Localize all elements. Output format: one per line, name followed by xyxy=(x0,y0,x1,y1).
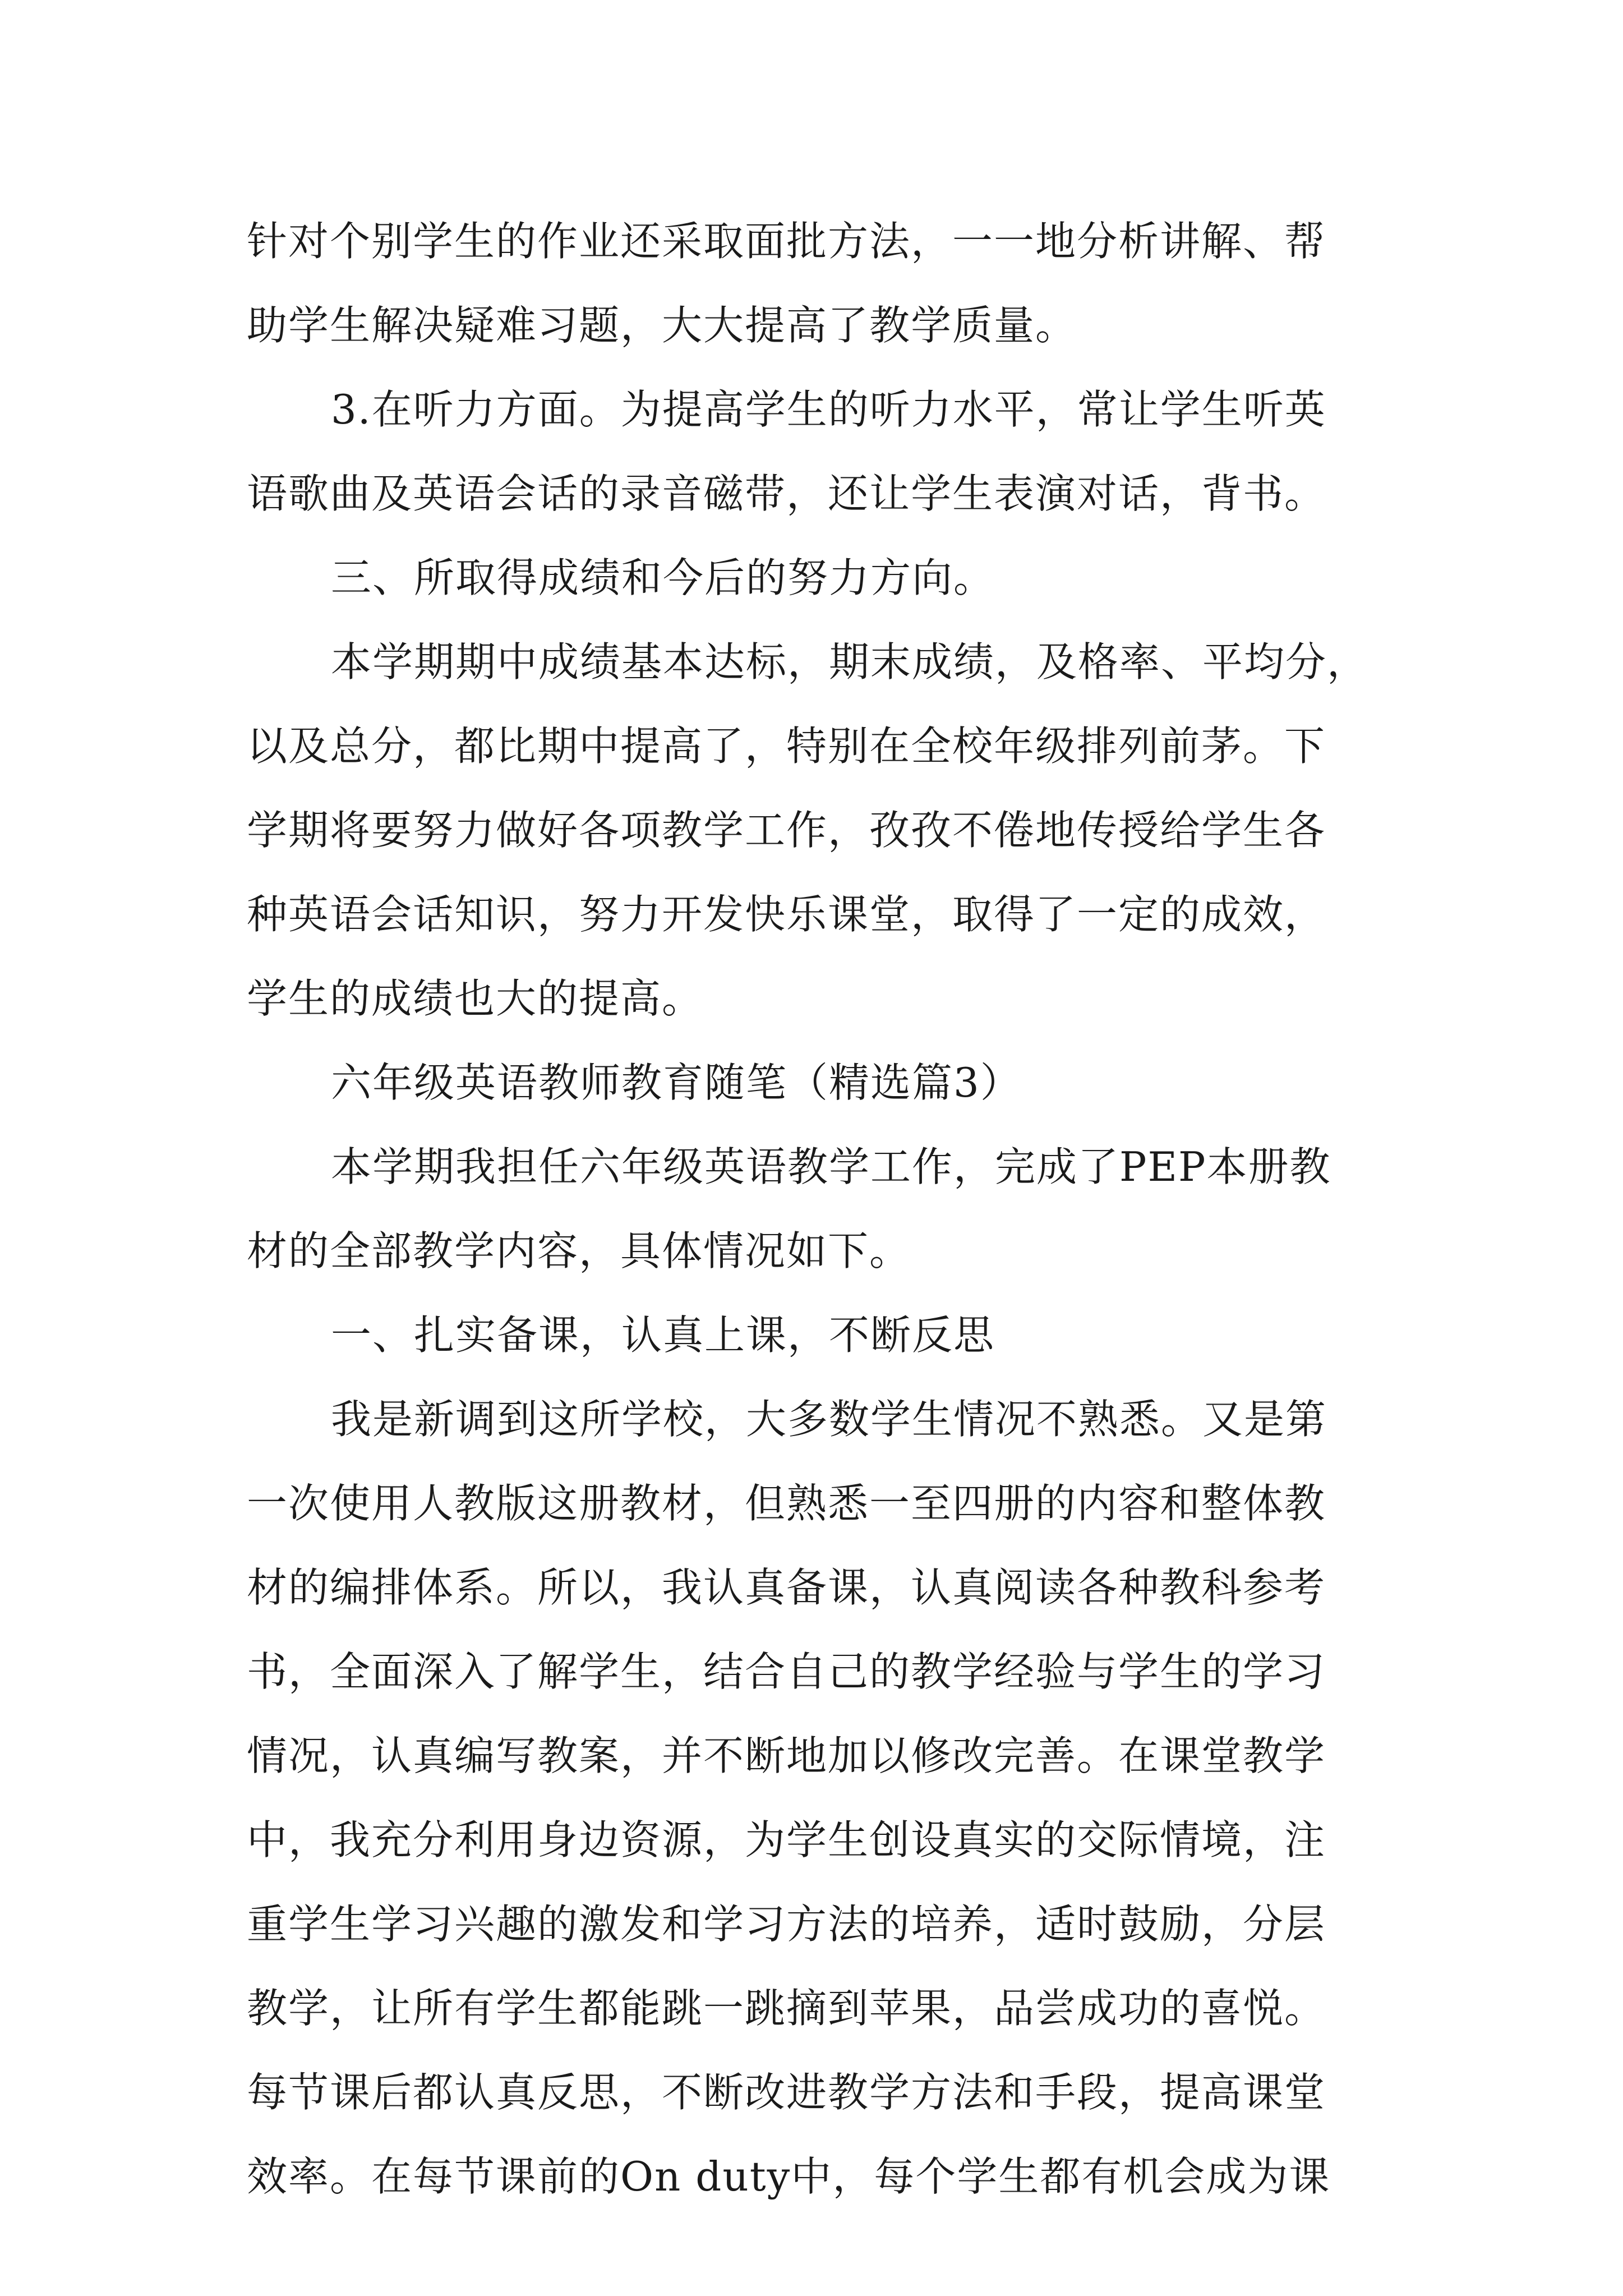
section-heading: 三、所取得成绩和今后的努力方向。 xyxy=(331,554,995,601)
text-line: 中，我充分利用身边资源，为学生创设真实的交际情境，注 xyxy=(247,1816,1326,1864)
text-line: 本学期我担任六年级英语教学工作，完成了PEP本册教 xyxy=(331,1143,1331,1190)
text-line: 效率。在每节课前的On duty中，每个学生都有机会成为课 xyxy=(247,2153,1331,2200)
text-line: 学生的成绩也大的提高。 xyxy=(247,975,704,1022)
text-line: 书，全面深入了解学生，结合自己的教学经验与学生的学习 xyxy=(247,1648,1326,1695)
section-heading: 一、扎实备课，认真上课，不断反思 xyxy=(331,1312,995,1359)
article-title: 六年级英语教师教育随笔（精选篇3） xyxy=(331,1059,1022,1106)
text-line: 一次使用人教版这册教材，但熟悉一至四册的内容和整体教 xyxy=(247,1480,1326,1527)
text-line: 以及总分，都比期中提高了，特别在全校年级排列前茅。下 xyxy=(247,723,1326,770)
text-line: 我是新调到这所学校，大多数学生情况不熟悉。又是第 xyxy=(331,1396,1327,1443)
body-text xyxy=(247,199,1391,2219)
text-line: 每节课后都认真反思，不断改进教学方法和手段，提高课堂 xyxy=(247,2069,1326,2116)
text-line: 助学生解决疑难习题，大大提高了教学质量。 xyxy=(247,302,1077,349)
text-line: 种英语会话知识，努力开发快乐课堂，取得了一定的成效， xyxy=(247,891,1326,938)
text-line: 材的编排体系。所以，我认真备课，认真阅读各种教科参考 xyxy=(247,1564,1326,1611)
text-line: 材的全部教学内容，具体情况如下。 xyxy=(247,1227,911,1274)
text-line: 本学期期中成绩基本达标，期末成绩，及格率、平均分， xyxy=(331,638,1369,685)
text-line: 情况，认真编写教案，并不断地加以修改完善。在课堂教学 xyxy=(247,1732,1326,1779)
text-line: 重学生学习兴趣的激发和学习方法的培养，适时鼓励，分层 xyxy=(247,1901,1326,1948)
text-line: 3.在听力方面。为提高学生的听力水平，常让学生听英 xyxy=(331,386,1326,433)
text-line: 针对个别学生的作业还采取面批方法，一一地分析讲解、帮 xyxy=(247,218,1326,265)
text-line: 教学，让所有学生都能跳一跳摘到苹果，品尝成功的喜悦。 xyxy=(247,1985,1326,2032)
text-line: 语歌曲及英语会话的录音磁带，还让学生表演对话，背书。 xyxy=(247,470,1326,517)
text-line: 学期将要努力做好各项教学工作，孜孜不倦地传授给学生各 xyxy=(247,807,1326,854)
